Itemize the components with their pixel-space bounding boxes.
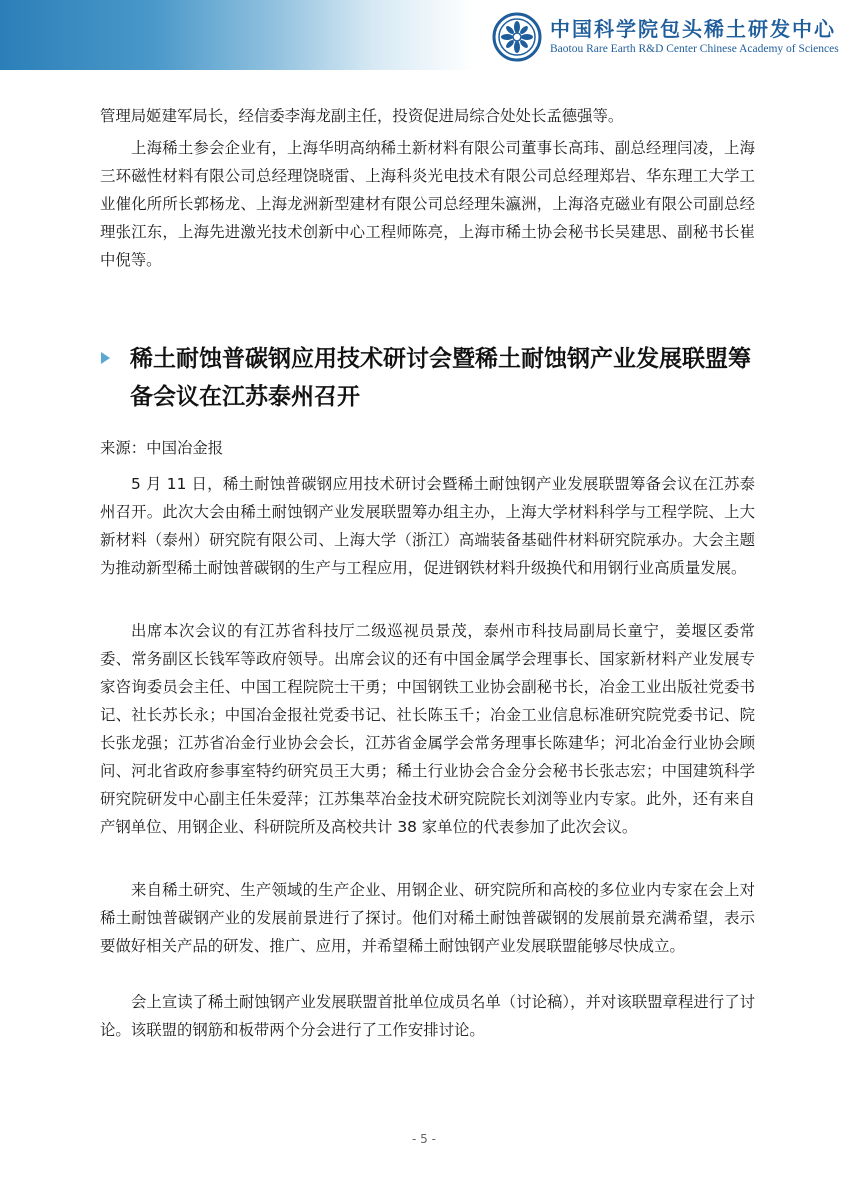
paragraph-5: 来自稀土研究、生产领域的生产企业、用钢企业、研究院所和高校的多位业内专家在会上对稀土耐蚀普碳钢产业的发展前景进行了探讨。他们对稀土耐蚀普碳钢的发展前景充满希望，表示要做好相关产品的研发、推广、应用，并希望稀土耐蚀钢产业发展联盟能够尽快成立。: [100, 881, 755, 955]
article-source: 来源：中国冶金报: [100, 439, 224, 457]
paragraph-6: 会上宣读了稀土耐蚀钢产业发展联盟首批单位成员名单（讨论稿），并对该联盟章程进行了讨论。该联盟的钢筋和板带两个分会进行了工作安排讨论。: [100, 993, 755, 1039]
paragraph-3: 5 月 11 日，稀土耐蚀普碳钢应用技术研讨会暨稀土耐蚀钢产业发展联盟筹备会议在江苏泰州召开。此次大会由稀土耐蚀钢产业发展联盟筹办组主办，上海大学材料科学与工程学院、上大新材料（泰州）研究院有限公司、上海大学（浙江）高端装备基础件材料研究院承办。大会主题为推动新型稀土耐蚀普碳钢的生产与工程应用，促进钢铁材料升级换代和用钢行业高质量发展。: [100, 475, 755, 577]
article-title: 稀土耐蚀普碳钢应用技术研讨会暨稀土耐蚀钢产业发展联盟筹备会议在江苏泰州召开: [130, 346, 751, 410]
paragraph-4: 出席本次会议的有江苏省科技厅二级巡视员景茂，泰州市科技局副局长童宁，姜堰区委常委、常务副区长钱军等政府领导。出席会议的还有中国金属学会理事长、国家新材料产业发展专家咨询委员会主任、中国工程院院士干勇；中国钢铁工业协会副秘书长，冶金工业出版社党委书记、社长苏长永；中国冶金报社党委书记、社长陈玉千；冶金工业信息标准研究院党委书记、院长张龙强；江苏省冶金行业协会会长，江苏省金属学会常务理事长陈建华；河北冶金行业协会顾问、河北省政府参事室特约研究员王大勇；稀土行业协会合金分会秘书长张志宏；中国建筑科学研究院研发中心副主任朱爱萍；江苏集萃冶金技术研究院院长刘浏等业内专家。此外，还有来自产钢单位、用钢企业、科研院所及高校共计 38 家单位的代表参加了此次会议。: [100, 622, 755, 836]
page-number: - 5 -: [412, 1132, 436, 1146]
paragraph-1: 管理局姬建军局长，经信委李海龙副主任，投资促进局综合处处长孟德强等。: [100, 107, 624, 125]
title-bullet-icon: [101, 352, 110, 364]
org-name-en: Baotou Rare Earth R&D Center Chinese Academy of Sciences: [550, 43, 839, 55]
paragraph-2: 上海稀土参会企业有，上海华明高纳稀土新材料有限公司董事长高玮、副总经理闫凌，上海三环磁性材料有限公司总经理饶晓雷、上海科炎光电技术有限公司总经理郑岩、华东理工大学工业催化所所长郭杨龙、上海龙洲新型建材有限公司总经理朱瀛洲，上海洛克磁业有限公司副总经理张江东，上海先进激光技术创新中心工程师陈亮，上海市稀土协会秘书长吴建思、副秘书长崔中倪等。: [100, 139, 755, 269]
org-name-cn: 中国科学院包头稀土研发中心: [550, 17, 836, 41]
cas-logo-icon: [492, 12, 542, 62]
